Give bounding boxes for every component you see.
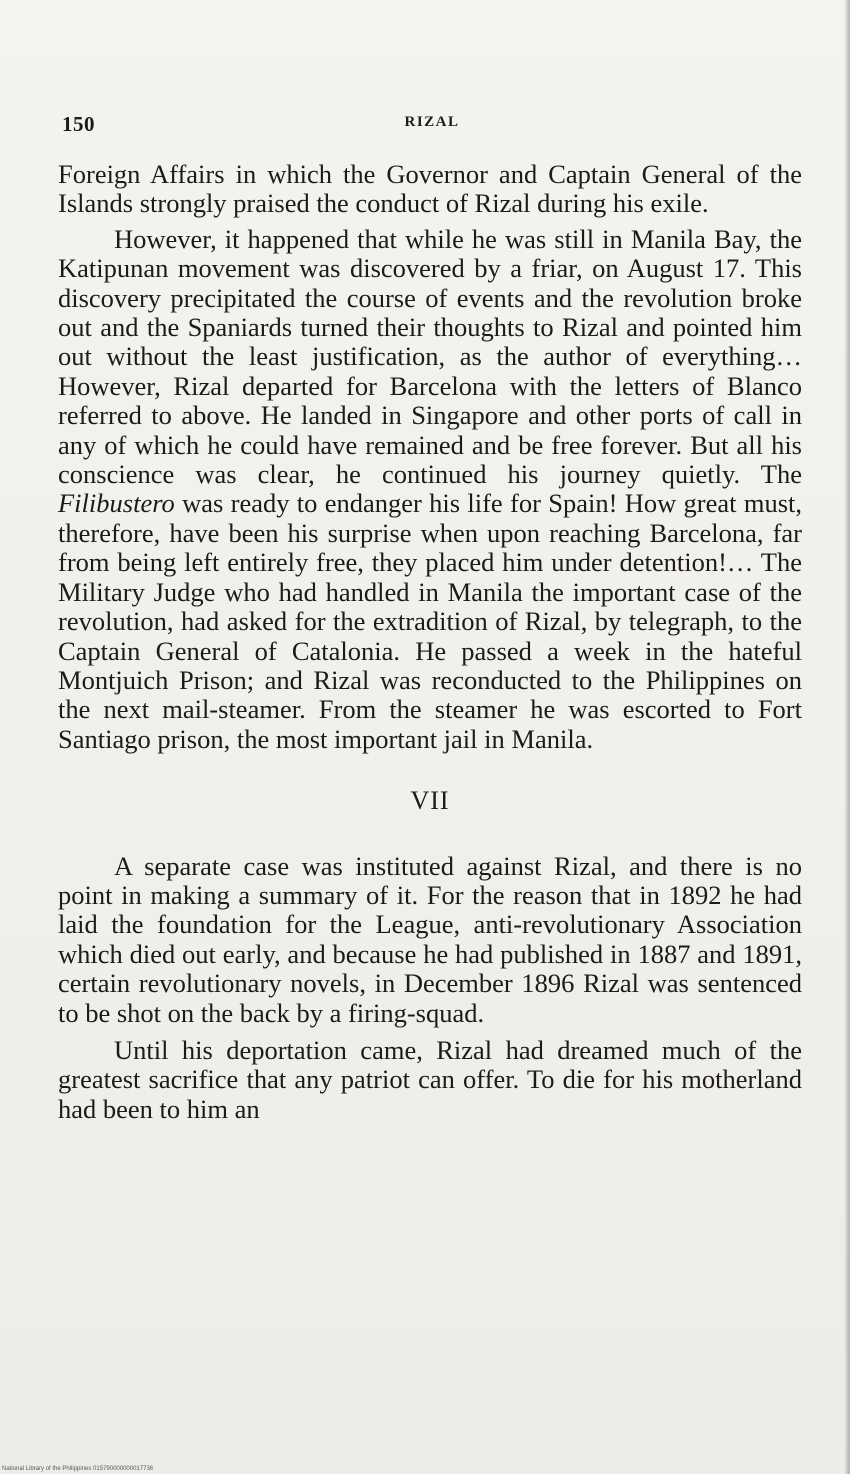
emphasis-filibustero: Filibustero	[58, 488, 175, 519]
paragraph-text: was ready to endanger his life for Spain! How great must, therefore, have been his surprise when upon reaching Barcelona, far from being left entirely free, they placed him under detention!… The Military Judge who had handled in Manila the important case of the revolution, had asked for the extradition of Rizal, by telegraph, to the Captain General of Catalonia. He passed a week in the hateful Montjuich Prison; and Rizal was reconducted to the Philippines on the next mail-steamer. From the steamer he was escorted to Fort Santiago prison, the most important jail in Manila.	[58, 488, 802, 754]
body-text	[58, 160, 802, 1124]
section-heading: VII	[410, 786, 450, 816]
paragraph-continuation: Foreign Affairs in which the Governor and Captain General of the Islands strongly praised the conduct of Rizal during his exile.	[58, 159, 802, 219]
scan-footer: National Library of the Philippines 015790000000017736	[2, 1466, 154, 1472]
page-edge-shadow	[844, 0, 850, 1474]
paragraph-deportation: Until his deportation came, Rizal had dreamed much of the greatest sacrifice that any patriot can offer. To die for his motherland had been to him an	[58, 1034, 802, 1124]
paragraph-katipunan	[58, 225, 802, 754]
paragraph-text: However, it happened that while he was still in Manila Bay, the Katipunan movement was discovered by a friar, on August 17. This discovery precipitated the course of events and the revolution broke out and the Spaniards turned their thoughts to Rizal and pointed him out without the least justification, as the author of everything… However, Rizal departed for Barcelona with the letters of Blanco referred to above. He landed in Singapore and other ports of call in any of which he could have remained and be free forever. But all his conscience was clear, he continued his journey quietly. The	[58, 223, 802, 490]
page-header	[62, 112, 802, 142]
page-number: 150	[62, 112, 95, 136]
running-head: RIZAL	[404, 114, 460, 130]
paragraph-sentence: A separate case was instituted against Rizal, and there is no point in making a summary of it. For the reason that in 1892 he had laid the foundation for the League, anti-revolutionary Association which died out early, and because he had published in 1887 and 1891, certain revolutionary novels, in December 1896 Rizal was sentenced to be shot on the back by a firing-squad.	[58, 850, 802, 1028]
